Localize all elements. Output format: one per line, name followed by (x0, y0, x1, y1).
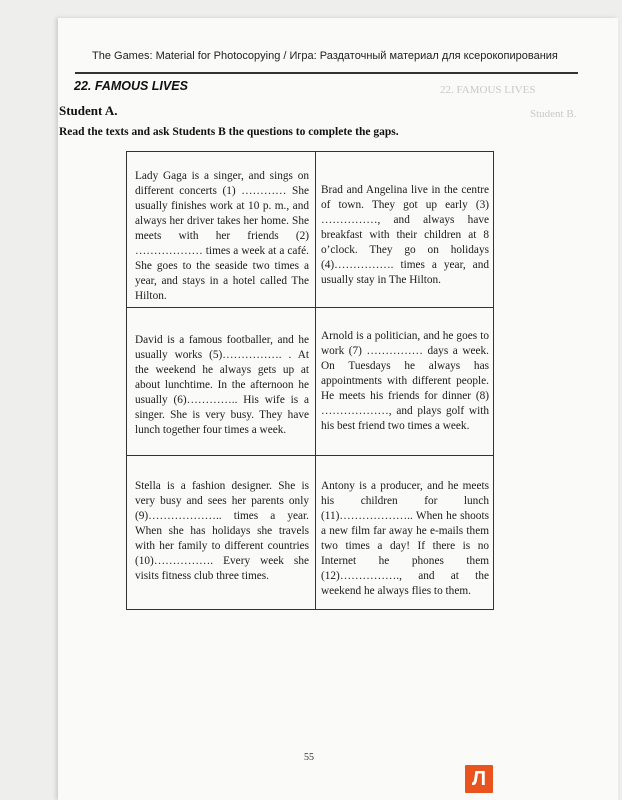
text-cell-brad-angelina: Brad and Angelina live in the centre of town. They got up early (3) ……………, and always have breakfast with their children at 8 o’clock. They go on holidays (4)……………. times a year, and usually stay in The Hilton. (321, 184, 489, 286)
bleed-through: 22. FAMOUS LIVES (440, 84, 536, 96)
text-cell-lady-gaga: Lady Gaga is a singer, and sings on different concerts (1) ………… She usually finishes work at 10 p. m., and always her driver takes her home. She meets with her friends (2) ……………… times a week at a café. She goes to the seaside two times a year, and stays in a hotel called The Hilton. (135, 170, 309, 302)
student-label: Student A. (59, 103, 118, 118)
gap-fill-table (126, 151, 494, 610)
running-header: The Games: Material for Photocopying / Игра: Раздаточный материал для ксерокопирования (92, 50, 558, 62)
bleed-through: Student B. (530, 108, 577, 120)
text-cell-arnold: Arnold is a politician, and he goes to work (7) …………… days a week. On Tuesdays he always has appointments with different people. He meets his friends for dinner (8) ………………, and plays golf with his best friend two times a week. (321, 330, 489, 432)
instruction: Read the texts and ask Students B the questions to complete the gaps. (59, 126, 399, 138)
header-rule (75, 72, 578, 74)
table-divider (315, 152, 316, 609)
publisher-logo: Л (465, 765, 493, 793)
text-cell-antony: Antony is a producer, and he meets his children for lunch (11)……………….. When he shoots a new film far away he e-mails them two times a day! If there is no Internet he phones them (12)……………., and at the weekend he always flies to them. (321, 480, 489, 597)
text-cell-david: David is a famous footballer, and he usually works (5)……………. . At the weekend he always gets up at about lunchtime. In the afternoon he usually (6)………….. His wife is a singer. She is very busy. They have lunch together four times a week. (135, 334, 309, 436)
table-divider (127, 455, 493, 456)
page-number: 55 (304, 752, 314, 763)
text-cell-stella: Stella is a fashion designer. She is very busy and sees her parents only (9)……………….. times a year. When she has holidays she travels with her family to different countries (10)……………. Every week she visits fitness club three times. (135, 480, 309, 582)
section-title: 22. FAMOUS LIVES (74, 79, 188, 93)
table-divider (127, 307, 493, 308)
